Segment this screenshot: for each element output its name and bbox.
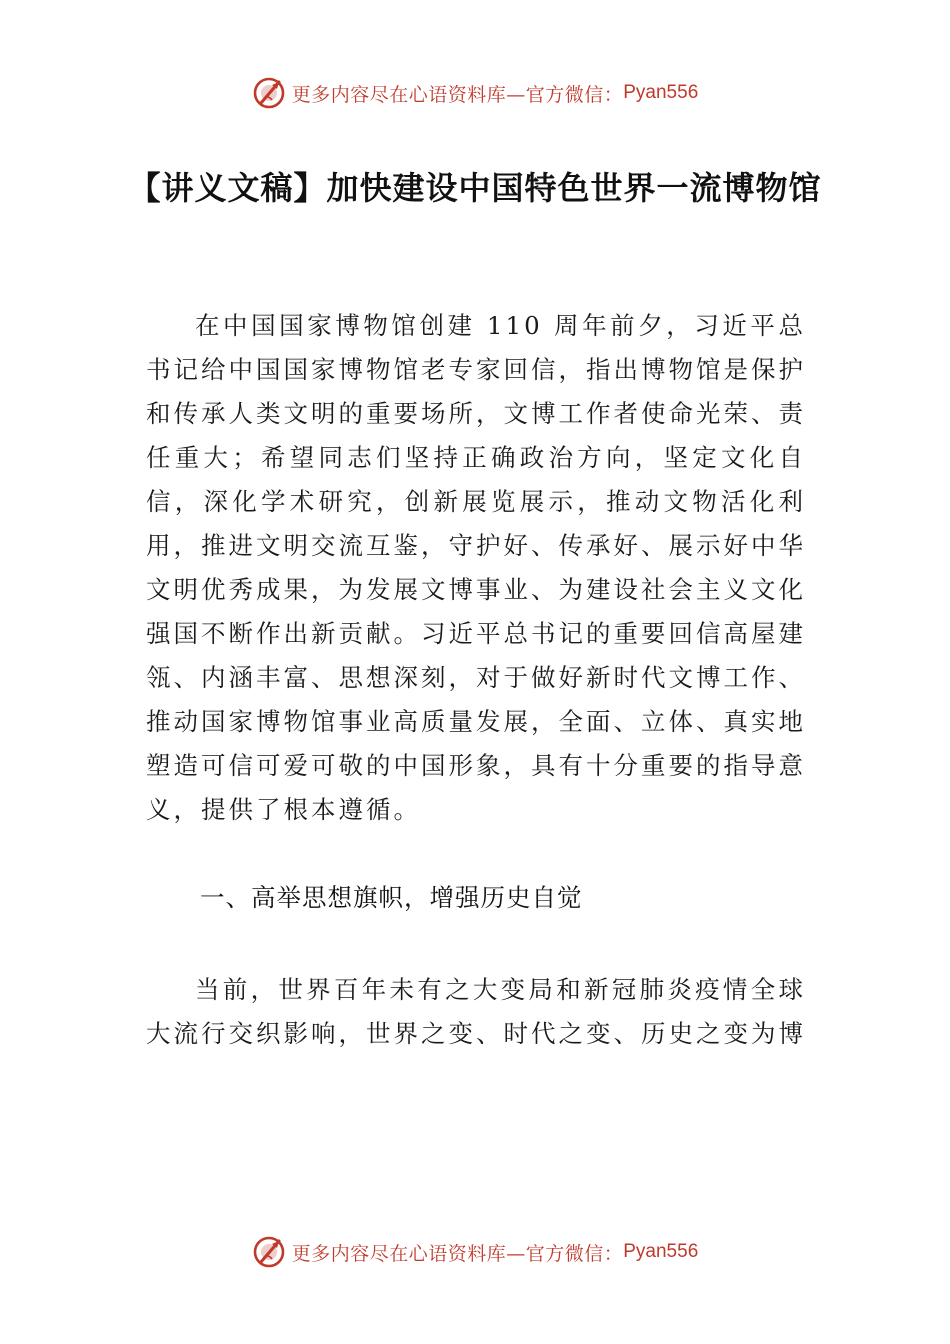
paragraph-2: 当前，世界百年未有之大变局和新冠肺炎疫情全球大流行交织影响，世界之变、时代之变、历史之变为博 [146,975,806,1048]
footer-banner [0,1232,950,1272]
banner-text: 更多内容尽在心语资料库—官方微信： [291,83,624,106]
header-banner [0,73,950,113]
section-heading: 一、高举思想旗帜，增强历史自觉 [200,883,583,912]
paragraph-1: 在中国国家博物馆创建 110 周年前夕，习近平总书记给中国国家博物馆老专家回信，指出博物馆是保护和传承人类文明的重要场所，文博工作者使命光荣、责任重大；希望同志们坚持正确政治方向，坚定文化自信，深化学术研究，创新展览展示，推动文物活化利用，推进文明交流互鉴，守护好、传承好、展示好中华文明优秀成果，为发展文博事业、为建设社会主义文化强国不断作出新贡献。习近平总书记的重要回信高屋建瓴、内涵丰富、思想深刻，对于做好新时代文博工作、推动国家博物馆事业高质量发展，全面、立体、真实地塑造可信可爱可敬的中国形象，具有十分重要的指导意义，提供了根本遵循。 [146,311,806,824]
quill-seal-icon [252,1235,286,1269]
banner-text: 更多内容尽在心语资料库—官方微信： [291,1242,624,1265]
wechat-id: Pyan556 [623,1241,699,1262]
quill-seal-icon [252,76,286,110]
document-title: 【讲义文稿】加快建设中国特色世界一流博物馆 [128,169,822,207]
wechat-id: Pyan556 [623,82,699,103]
